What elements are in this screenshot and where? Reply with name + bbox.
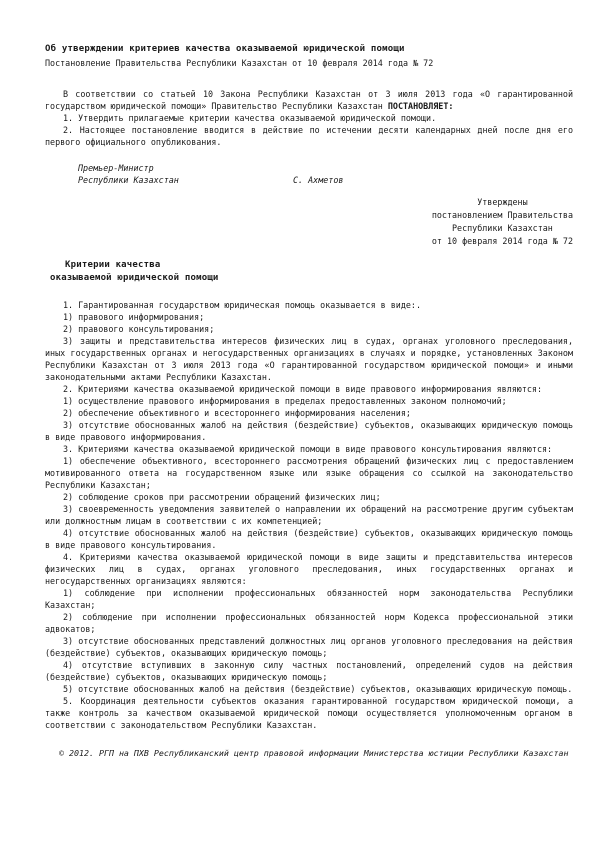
annex-heading-line2: оказываемой юридической помощи bbox=[50, 272, 219, 283]
document-title: Об утверждении критериев качества оказываемой юридической помощи bbox=[45, 44, 405, 54]
annex-paragraph: 5. Координация деятельности субъектов оказания гарантированной государством юридической помощи, а также контроль за качеством оказываемой юридической помощи осуществляется уполномоченным органом в соответствии с законодательством Республики Казахстан. bbox=[45, 696, 573, 730]
annex-paragraph: 1) правового информирования; bbox=[63, 312, 205, 322]
annex-paragraph: 2) соблюдение при исполнении профессиональных обязанностей норм Кодекса профессиональной этики адвокатов; bbox=[45, 612, 573, 634]
signatory-position-line2: Республики Казахстан bbox=[78, 175, 179, 185]
preamble-paragraph bbox=[45, 88, 573, 112]
annex-paragraph: 5) отсутствие обоснованных жалоб на действия (бездействие) субъектов, оказывающих юридическую помощь. bbox=[63, 684, 573, 694]
annex-paragraph: 2) обеспечение объективного и всестороннего информирования населения; bbox=[63, 408, 411, 418]
annex-paragraph: 1) соблюдение при исполнении профессиональных обязанностей норм законодательства Республики Казахстан; bbox=[45, 588, 573, 610]
annex-paragraph: 3) своевременность уведомления заявителей о направлении их обращений на рассмотрение другим субъектам или должностным лицам в соответствии с их компетенцией; bbox=[45, 504, 573, 526]
approval-line: Утверждены bbox=[477, 197, 528, 207]
annex-paragraph: 4) отсутствие вступивших в законную силу частных постановлений, определений судов на действия (бездействие) субъектов, оказывающих юридическую помощь; bbox=[45, 660, 573, 682]
document-subtitle: Постановление Правительства Республики Казахстан от 10 февраля 2014 года № 72 bbox=[45, 58, 434, 68]
annex-paragraph: 2. Критериями качества оказываемой юридической помощи в виде правового информирования являются: bbox=[63, 384, 543, 394]
preamble-text: В соответствии со статьей 10 Закона Республики Казахстан от 3 июля 2013 года «О гарантированной государством юридической помощи» Правительство Республики Казахстан bbox=[45, 89, 573, 111]
resolution-item: 1. Утвердить прилагаемые критерии качества оказываемой юридической помощи. bbox=[63, 113, 437, 123]
approval-line: постановлением Правительства bbox=[431, 210, 573, 220]
annex-paragraph: 3) отсутствие обоснованных жалоб на действия (бездействие) субъектов, оказывающих юридическую помощь в виде правового информирования. bbox=[45, 420, 573, 442]
annex-paragraph: 4. Критериями качества оказываемой юридической помощи в виде защиты и представительства интересов физических лиц в судах, органах уголовного преследования, иных государственных органах и негосударственных организациях являются: bbox=[45, 552, 573, 586]
annex-heading bbox=[45, 259, 573, 284]
annex-paragraph: 1. Гарантированная государством юридическая помощь оказывается в виде:. bbox=[63, 300, 421, 310]
annex-heading-line1: Критерии качества bbox=[65, 260, 161, 270]
approval-line: Республики Казахстан bbox=[451, 223, 553, 233]
signature-block bbox=[78, 162, 573, 186]
resolution-item: 2. Настоящее постановление вводится в действие по истечении десяти календарных дней после дня его первого официального опубликования. bbox=[45, 125, 573, 147]
signatory-position-line1: Премьер-Министр bbox=[78, 163, 154, 173]
annex-body bbox=[45, 299, 573, 731]
preamble-resolves-word: ПОСТАНОВЛЯЕТ: bbox=[387, 101, 454, 111]
annex-paragraph: 3. Критериями качества оказываемой юридической помощи в виде правового консультирования являются: bbox=[63, 444, 553, 454]
annex-paragraph: 1) осуществление правового информирования в пределах предоставленных законом полномочий; bbox=[63, 396, 507, 406]
annex-paragraph: 3) защиты и представительства интересов физических лиц в судах, органах уголовного преследования, иных государственных органах и негосударственных организациях в случаях и порядке, установленных Законом Республики Казахстан от 3 июля 2013 года «О гарантированной государством юридической помощи» и иными законодательными актами Республики Казахстан. bbox=[45, 336, 573, 382]
copyright-footer: © 2012. РГП на ПХВ Республиканский центр правовой информации Министерства юстиции Республики Казахстан bbox=[59, 748, 569, 758]
resolution-section bbox=[45, 88, 573, 148]
annex-paragraph: 3) отсутствие обоснованных представлений должностных лиц органов уголовного преследования на действия (бездействие) субъектов, оказывающих юридическую помощь; bbox=[45, 636, 573, 658]
resolution-items bbox=[45, 112, 573, 148]
annex-paragraph: 1) обеспечение объективного, всестороннего рассмотрения обращений физических лиц с предоставлением мотивированного ответа на государственном языке или языке обращения со ссылкой на законодательство Республики Казахстан; bbox=[45, 456, 573, 490]
approval-line: от 10 февраля 2014 года № 72 bbox=[431, 236, 573, 246]
annex-paragraph: 2) соблюдение сроков при рассмотрении обращений физических лиц; bbox=[63, 492, 381, 502]
signatory-name: С. Ахметов bbox=[293, 175, 344, 185]
annex-paragraph: 2) правового консультирования; bbox=[63, 324, 215, 334]
annex-paragraph: 4) отсутствие обоснованных жалоб на действия (бездействие) субъектов, оказывающих юридическую помощь в виде правового консультирования. bbox=[45, 528, 573, 550]
approval-stamp bbox=[432, 196, 573, 248]
